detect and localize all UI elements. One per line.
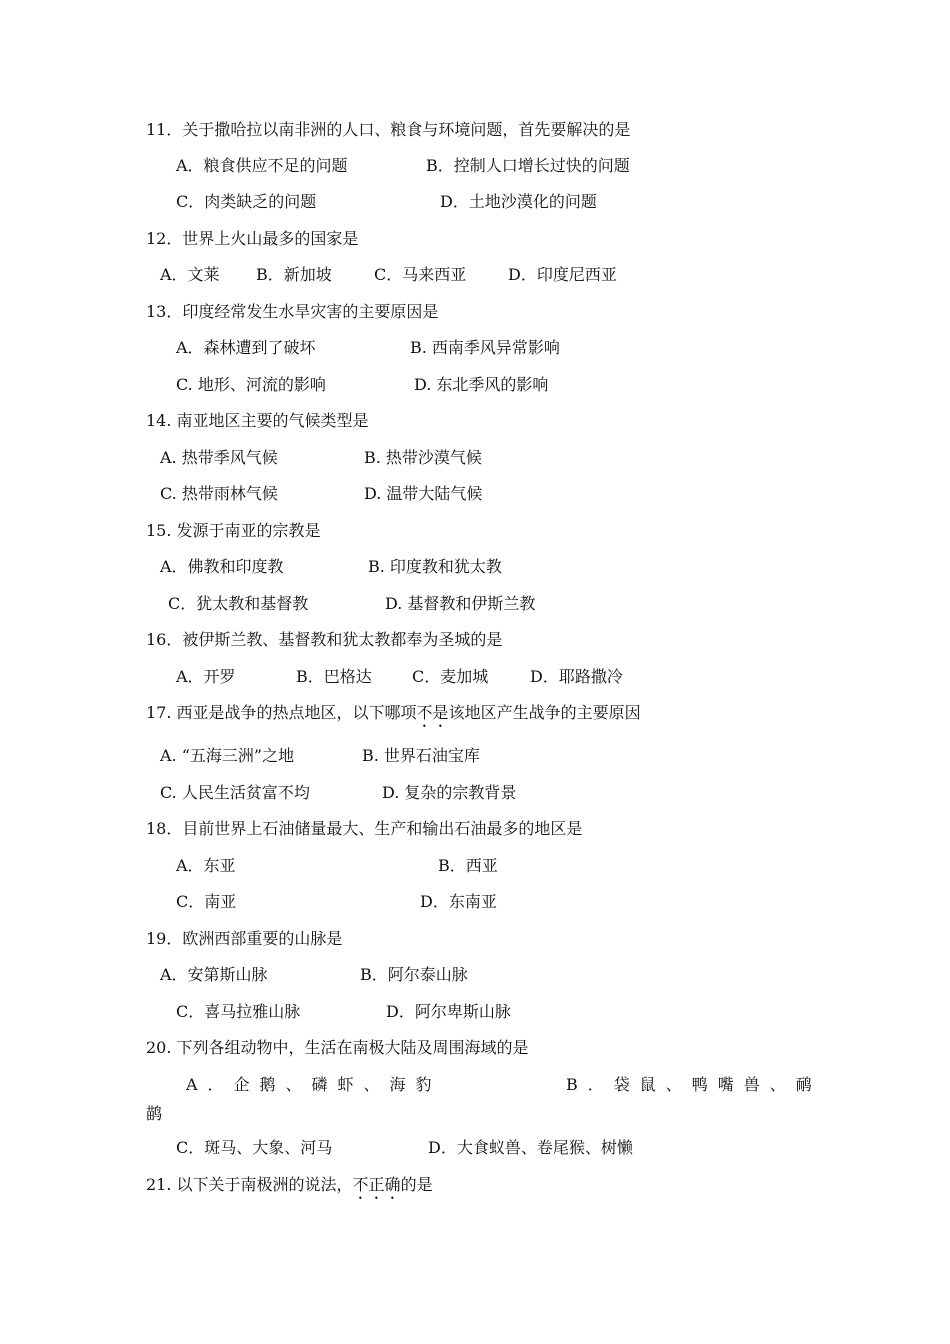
q16-option-c: C．麦加城 — [412, 667, 489, 686]
q20-option-c: C．斑马、大象、河马 — [176, 1138, 333, 1157]
q14-option-c: C. 热带雨林气候 — [160, 484, 278, 503]
q13-option-d: D. 东北季风的影响 — [414, 375, 549, 394]
q11-option-a: A．粮食供应不足的问题 — [176, 156, 348, 175]
q19-option-d: D．阿尔卑斯山脉 — [386, 1002, 511, 1021]
q17-option-b: B. 世界石油宝库 — [362, 746, 480, 765]
q17-stem-part-1: 17. 西亚是战争的热点地区，以下哪项 — [146, 703, 417, 722]
q16-option-d: D．耶路撒冷 — [530, 667, 623, 686]
q14-option-a: A. 热带季风气候 — [160, 448, 278, 467]
question-11-stem: 11．关于撒哈拉以南非洲的人口、粮食与环境问题，首先要解决的是 — [146, 120, 631, 139]
q13-option-c: C. 地形、河流的影响 — [176, 375, 326, 394]
q15-option-c: C．犹太教和基督教 — [168, 594, 309, 613]
question-16-stem: 16．被伊斯兰教、基督教和犹太教都奉为圣城的是 — [146, 630, 503, 649]
q18-option-c: C．南亚 — [176, 892, 237, 911]
q16-option-a: A．开罗 — [176, 667, 236, 686]
q20-option-d: D．大食蚁兽、卷尾猴、树懒 — [428, 1138, 633, 1157]
q18-option-b: B．西亚 — [438, 856, 498, 875]
q12-option-d: D．印度尼西亚 — [508, 265, 617, 284]
q11-option-c: C．肉类缺乏的问题 — [176, 192, 317, 211]
q17-option-c: C. 人民生活贫富不均 — [160, 783, 310, 802]
question-15-stem: 15. 发源于南亚的宗教是 — [146, 521, 321, 540]
question-17-stem — [146, 703, 641, 731]
q17-option-d: D. 复杂的宗教背景 — [382, 783, 517, 802]
q17-stem-part-2: 该地区产生战争的主要原因 — [448, 703, 641, 722]
q12-option-b: B．新加坡 — [256, 265, 332, 284]
q19-option-b: B．阿尔泰山脉 — [360, 965, 468, 984]
q18-option-d: D．东南亚 — [420, 892, 497, 911]
q20-option-b-continued: 鹋 — [146, 1104, 163, 1123]
q13-option-b: B. 西南季风异常影响 — [410, 338, 560, 357]
question-12-stem: 12．世界上火山最多的国家是 — [146, 229, 359, 248]
q17-option-a: A. “五海三洲”之地 — [160, 746, 295, 765]
q21-emphasized-text: 不正确 — [352, 1175, 401, 1194]
question-18-stem: 18．目前世界上石油储量最大、生产和输出石油最多的地区是 — [146, 819, 583, 838]
q20-option-b: B．袋鼠、鸭嘴兽、鸸 — [566, 1075, 822, 1094]
q12-option-c: C．马来西亚 — [374, 265, 467, 284]
q14-option-d: D. 温带大陆气候 — [364, 484, 483, 503]
q19-option-a: A．安第斯山脉 — [160, 965, 268, 984]
question-14-stem: 14. 南亚地区主要的气候类型是 — [146, 411, 369, 430]
q12-option-a: A．文莱 — [160, 265, 220, 284]
question-21-stem — [146, 1175, 433, 1203]
question-20-stem: 20. 下列各组动物中，生活在南极大陆及周围海域的是 — [146, 1038, 529, 1057]
q14-option-b: B. 热带沙漠气候 — [364, 448, 482, 467]
q17-emphasized-text: 不是 — [416, 703, 449, 722]
q13-option-a: A．森林遭到了破坏 — [176, 338, 316, 357]
q16-option-b: B．巴格达 — [296, 667, 372, 686]
q15-option-a: A．佛教和印度教 — [160, 557, 284, 576]
q18-option-a: A．东亚 — [176, 856, 236, 875]
q11-option-b: B．控制人口增长过快的问题 — [426, 156, 630, 175]
question-19-stem: 19．欧洲西部重要的山脉是 — [146, 929, 343, 948]
q15-option-d: D. 基督教和伊斯兰教 — [385, 594, 536, 613]
q21-stem-part-2: 的是 — [400, 1175, 433, 1194]
q21-stem-part-1: 21. 以下关于南极洲的说法， — [146, 1175, 353, 1194]
q19-option-c: C．喜马拉雅山脉 — [176, 1002, 301, 1021]
q11-option-d: D．土地沙漠化的问题 — [440, 192, 597, 211]
q20-option-a: A．企鹅、磷虾、海豹 — [186, 1075, 442, 1094]
q15-option-b: B. 印度教和犹太教 — [368, 557, 502, 576]
question-13-stem: 13．印度经常发生水旱灾害的主要原因是 — [146, 302, 439, 321]
